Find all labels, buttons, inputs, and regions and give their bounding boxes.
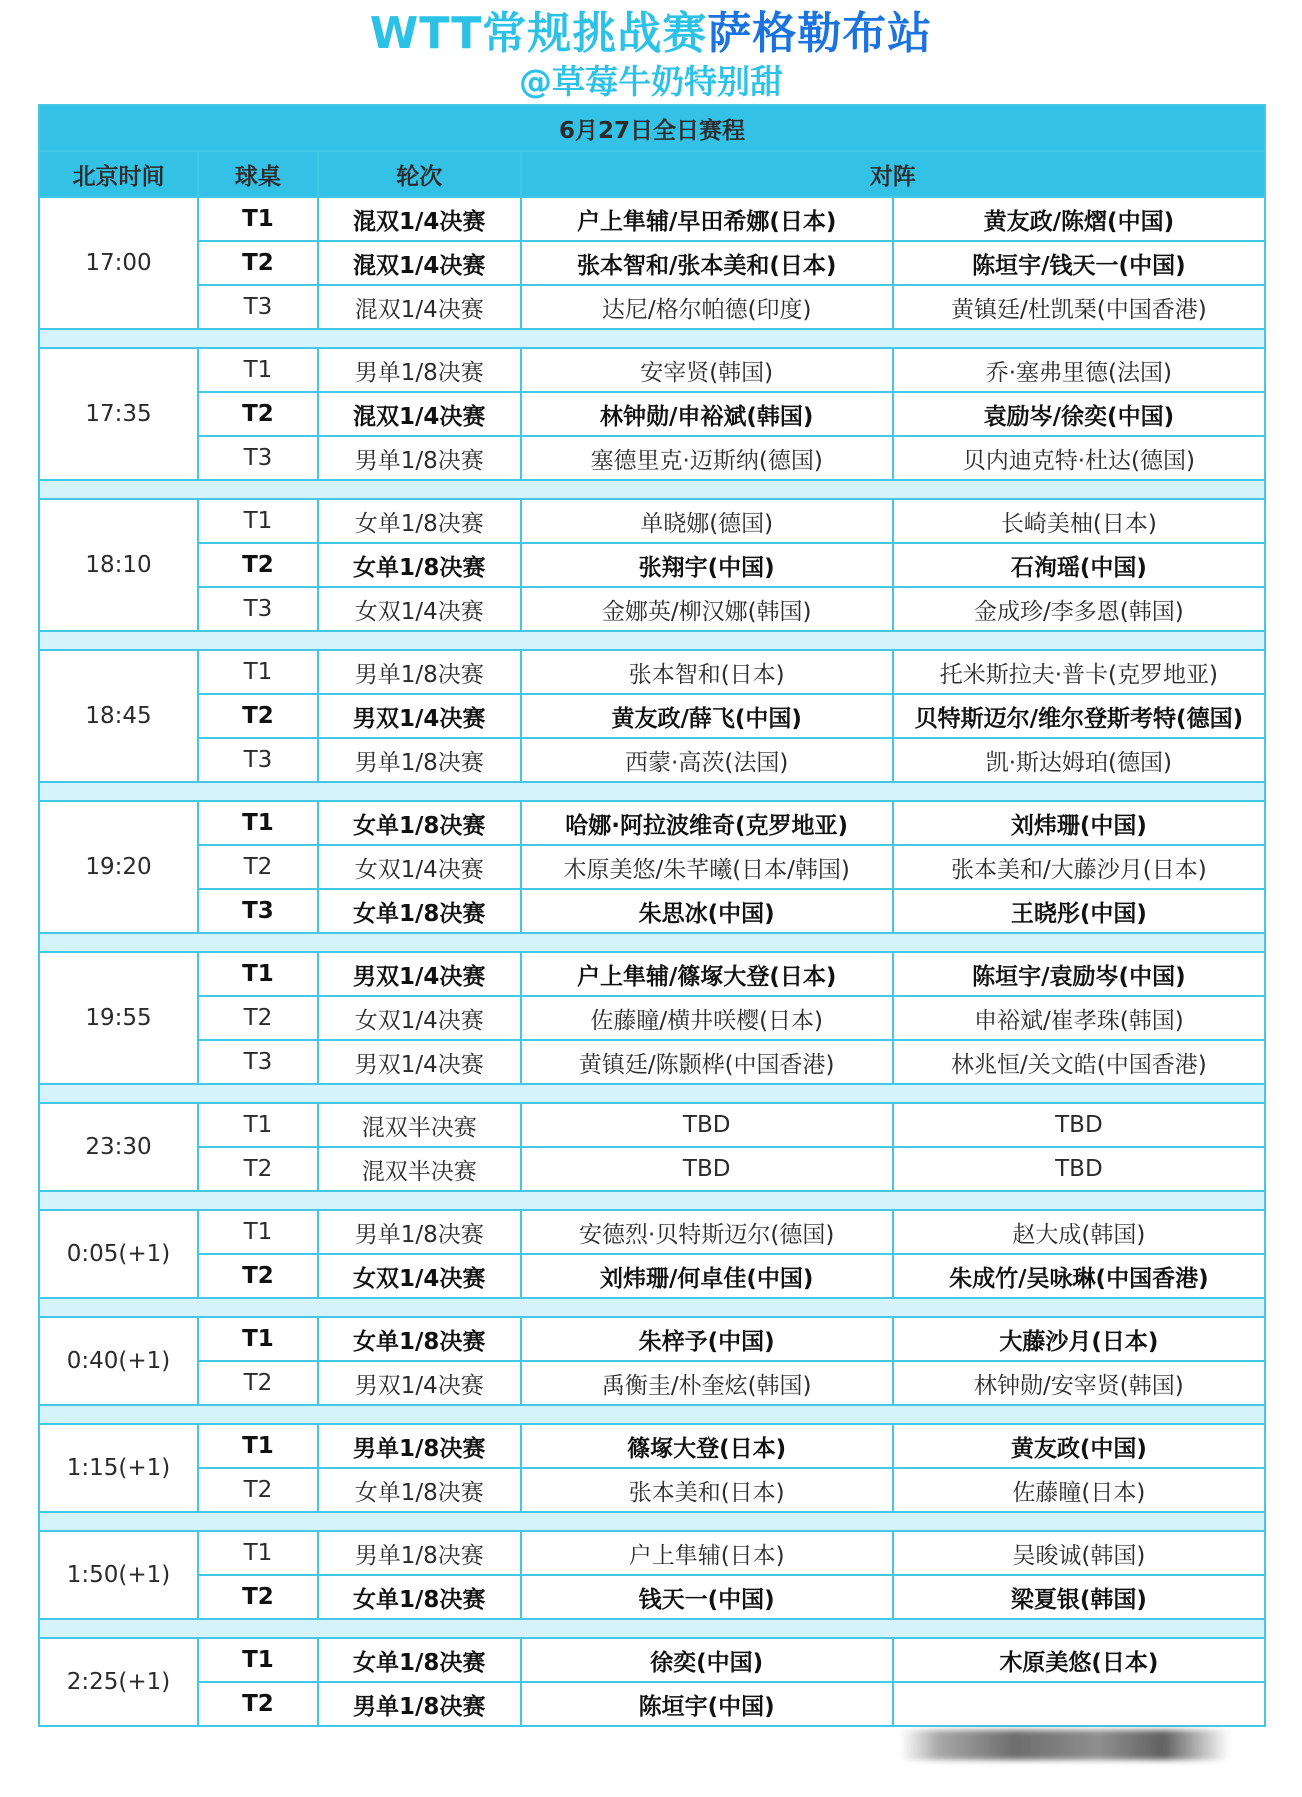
table-cell: T1 <box>198 650 318 694</box>
match-row <box>39 543 1265 587</box>
separator-cell <box>39 329 1265 348</box>
block-separator <box>39 329 1265 348</box>
player-right-cell: 王晓彤(中国) <box>893 889 1265 933</box>
table-cell: T2 <box>198 1682 318 1726</box>
schedule-table <box>38 104 1266 1727</box>
block-separator <box>39 1405 1265 1424</box>
round-cell: 女双1/4决赛 <box>318 587 521 631</box>
player-left-cell: 户上隼辅(日本) <box>521 1531 893 1575</box>
player-right-cell: 刘炜珊(中国) <box>893 801 1265 845</box>
table-cell: T2 <box>198 1361 318 1405</box>
block-separator <box>39 480 1265 499</box>
separator-cell <box>39 1298 1265 1317</box>
player-right-cell: 佐藤瞳(日本) <box>893 1468 1265 1512</box>
table-cell: T2 <box>198 1575 318 1619</box>
round-cell: 女双1/4决赛 <box>318 996 521 1040</box>
player-left-cell: 张本智和(日本) <box>521 650 893 694</box>
title-event: WTT常规挑战赛 <box>369 8 708 59</box>
round-cell: 男双1/4决赛 <box>318 952 521 996</box>
player-left-cell: 篠塚大登(日本) <box>521 1424 893 1468</box>
separator-cell <box>39 1405 1265 1424</box>
player-left-cell: 单晓娜(德国) <box>521 499 893 543</box>
round-cell: 女单1/8决赛 <box>318 1638 521 1682</box>
time-cell: 17:35 <box>39 348 198 480</box>
time-cell: 18:45 <box>39 650 198 782</box>
match-row <box>39 738 1265 782</box>
block-separator <box>39 631 1265 650</box>
schedule-date: 6月27日全日赛程 <box>39 105 1265 151</box>
time-cell: 23:30 <box>39 1103 198 1191</box>
player-left-cell: 佐藤瞳/横井咲樱(日本) <box>521 996 893 1040</box>
match-row <box>39 1638 1265 1682</box>
player-right-cell: 贝特斯迈尔/维尔登斯考特(德国) <box>893 694 1265 738</box>
round-cell: 混双1/4决赛 <box>318 241 521 285</box>
watermark-blur <box>900 1730 1230 1760</box>
player-left-cell: TBD <box>521 1147 893 1191</box>
player-right-cell: 梁夏银(韩国) <box>893 1575 1265 1619</box>
separator-cell <box>39 1512 1265 1531</box>
round-cell: 男单1/8决赛 <box>318 436 521 480</box>
round-cell: 混双1/4决赛 <box>318 197 521 241</box>
match-row <box>39 650 1265 694</box>
header-time: 北京时间 <box>39 151 198 197</box>
player-left-cell: 安德烈·贝特斯迈尔(德国) <box>521 1210 893 1254</box>
time-cell: 1:50(+1) <box>39 1531 198 1619</box>
match-row <box>39 499 1265 543</box>
schedule-body <box>39 197 1265 1726</box>
block-separator <box>39 782 1265 801</box>
player-right-cell: 朱成竹/吴咏琳(中国香港) <box>893 1254 1265 1298</box>
player-left-cell: 户上隼辅/篠塚大登(日本) <box>521 952 893 996</box>
round-cell: 女单1/8决赛 <box>318 1317 521 1361</box>
table-cell: T3 <box>198 436 318 480</box>
match-row <box>39 1424 1265 1468</box>
match-row <box>39 587 1265 631</box>
match-row <box>39 1254 1265 1298</box>
player-left-cell: 达尼/格尔帕德(印度) <box>521 285 893 329</box>
separator-cell <box>39 480 1265 499</box>
player-left-cell: 陈垣宇(中国) <box>521 1682 893 1726</box>
separator-cell <box>39 782 1265 801</box>
player-right-cell: 黄友政/陈熠(中国) <box>893 197 1265 241</box>
round-cell: 男双1/4决赛 <box>318 694 521 738</box>
table-cell: T3 <box>198 285 318 329</box>
match-row <box>39 1575 1265 1619</box>
time-cell: 19:55 <box>39 952 198 1084</box>
separator-cell <box>39 1619 1265 1638</box>
player-left-cell: 金娜英/柳汉娜(韩国) <box>521 587 893 631</box>
player-right-cell: 木原美悠(日本) <box>893 1638 1265 1682</box>
match-row <box>39 996 1265 1040</box>
round-cell: 女单1/8决赛 <box>318 1468 521 1512</box>
block-separator <box>39 933 1265 952</box>
table-cell: T2 <box>198 1147 318 1191</box>
table-cell: T3 <box>198 889 318 933</box>
player-right-cell: 金成珍/李多恩(韩国) <box>893 587 1265 631</box>
player-left-cell: 西蒙·高茨(法国) <box>521 738 893 782</box>
table-cell: T2 <box>198 392 318 436</box>
table-cell: T1 <box>198 197 318 241</box>
match-row <box>39 1682 1265 1726</box>
time-cell: 2:25(+1) <box>39 1638 198 1726</box>
table-cell: T1 <box>198 1424 318 1468</box>
player-left-cell: 禹衡圭/朴奎炫(韩国) <box>521 1361 893 1405</box>
match-row <box>39 348 1265 392</box>
match-row <box>39 1210 1265 1254</box>
player-left-cell: 哈娜·阿拉波维奇(克罗地亚) <box>521 801 893 845</box>
header-row <box>39 151 1265 197</box>
player-right-cell: 凯·斯达姆珀(德国) <box>893 738 1265 782</box>
match-row <box>39 1040 1265 1084</box>
player-left-cell: 塞德里克·迈斯纳(德国) <box>521 436 893 480</box>
match-row <box>39 889 1265 933</box>
table-cell: T2 <box>198 1468 318 1512</box>
player-left-cell: TBD <box>521 1103 893 1147</box>
match-row <box>39 241 1265 285</box>
player-left-cell: 徐奕(中国) <box>521 1638 893 1682</box>
author-handle: @草莓牛奶特别甜 <box>519 62 783 101</box>
table-cell: T2 <box>198 241 318 285</box>
table-cell: T2 <box>198 543 318 587</box>
round-cell: 男单1/8决赛 <box>318 650 521 694</box>
round-cell: 混双半决赛 <box>318 1147 521 1191</box>
player-right-cell: 申裕斌/崔孝珠(韩国) <box>893 996 1265 1040</box>
player-right-cell: 袁励岑/徐奕(中国) <box>893 392 1265 436</box>
player-left-cell: 黄镇廷/陈颢桦(中国香港) <box>521 1040 893 1084</box>
table-cell: T2 <box>198 996 318 1040</box>
match-row <box>39 436 1265 480</box>
time-cell: 18:10 <box>39 499 198 631</box>
round-cell: 男单1/8决赛 <box>318 1531 521 1575</box>
player-left-cell: 朱思冰(中国) <box>521 889 893 933</box>
table-cell: T1 <box>198 1103 318 1147</box>
table-cell: T1 <box>198 952 318 996</box>
round-cell: 女单1/8决赛 <box>318 889 521 933</box>
player-left-cell: 林钟勋/申裕斌(韩国) <box>521 392 893 436</box>
match-row <box>39 1361 1265 1405</box>
player-right-cell: 陈垣宇/钱天一(中国) <box>893 241 1265 285</box>
title-stop: 萨格勒布站 <box>707 8 933 59</box>
player-left-cell: 木原美悠/朱芊曦(日本/韩国) <box>521 845 893 889</box>
round-cell: 男单1/8决赛 <box>318 1210 521 1254</box>
match-row <box>39 801 1265 845</box>
round-cell: 男双1/4决赛 <box>318 1040 521 1084</box>
table-cell: T1 <box>198 1531 318 1575</box>
round-cell: 混双1/4决赛 <box>318 392 521 436</box>
block-separator <box>39 1619 1265 1638</box>
player-right-cell: 张本美和/大藤沙月(日本) <box>893 845 1265 889</box>
player-right-cell: 石洵瑶(中国) <box>893 543 1265 587</box>
time-cell: 0:05(+1) <box>39 1210 198 1298</box>
time-cell: 0:40(+1) <box>39 1317 198 1405</box>
round-cell: 男单1/8决赛 <box>318 738 521 782</box>
table-cell: T1 <box>198 801 318 845</box>
separator-cell <box>39 631 1265 650</box>
table-cell: T3 <box>198 738 318 782</box>
table-cell: T3 <box>198 1040 318 1084</box>
time-cell: 19:20 <box>39 801 198 933</box>
round-cell: 女双1/4决赛 <box>318 1254 521 1298</box>
player-right-cell: 陈垣宇/袁励岑(中国) <box>893 952 1265 996</box>
match-row <box>39 392 1265 436</box>
header-round: 轮次 <box>318 151 521 197</box>
match-row <box>39 285 1265 329</box>
player-right-cell: 赵大成(韩国) <box>893 1210 1265 1254</box>
player-left-cell: 黄友政/薛飞(中国) <box>521 694 893 738</box>
round-cell: 男双1/4决赛 <box>318 1361 521 1405</box>
match-row <box>39 197 1265 241</box>
round-cell: 男单1/8决赛 <box>318 1424 521 1468</box>
separator-cell <box>39 933 1265 952</box>
player-right-cell: 林兆恒/关文皓(中国香港) <box>893 1040 1265 1084</box>
round-cell: 混双半决赛 <box>318 1103 521 1147</box>
match-row <box>39 952 1265 996</box>
player-right-cell: 吴晙诚(韩国) <box>893 1531 1265 1575</box>
header-matchup: 对阵 <box>521 151 1265 197</box>
match-row <box>39 1468 1265 1512</box>
header-table: 球桌 <box>198 151 318 197</box>
player-right-cell: 黄镇廷/杜凯琹(中国香港) <box>893 285 1265 329</box>
block-separator <box>39 1191 1265 1210</box>
separator-cell <box>39 1084 1265 1103</box>
player-right-cell: 大藤沙月(日本) <box>893 1317 1265 1361</box>
schedule-date-banner <box>39 105 1265 151</box>
player-right-cell <box>893 1682 1265 1726</box>
separator-cell <box>39 1191 1265 1210</box>
round-cell: 混双1/4决赛 <box>318 285 521 329</box>
round-cell: 男单1/8决赛 <box>318 348 521 392</box>
player-right-cell: 贝内迪克特·杜达(德国) <box>893 436 1265 480</box>
time-cell: 1:15(+1) <box>39 1424 198 1512</box>
round-cell: 男单1/8决赛 <box>318 1682 521 1726</box>
block-separator <box>39 1084 1265 1103</box>
match-row <box>39 1147 1265 1191</box>
table-cell: T1 <box>198 348 318 392</box>
round-cell: 女单1/8决赛 <box>318 499 521 543</box>
player-right-cell: TBD <box>893 1147 1265 1191</box>
player-left-cell: 张本智和/张本美和(日本) <box>521 241 893 285</box>
block-separator <box>39 1298 1265 1317</box>
player-right-cell: 林钟勋/安宰贤(韩国) <box>893 1361 1265 1405</box>
player-right-cell: 黄友政(中国) <box>893 1424 1265 1468</box>
match-row <box>39 845 1265 889</box>
table-cell: T1 <box>198 499 318 543</box>
player-right-cell: 长崎美柚(日本) <box>893 499 1265 543</box>
match-row <box>39 1103 1265 1147</box>
table-cell: T2 <box>198 845 318 889</box>
table-cell: T3 <box>198 587 318 631</box>
time-cell: 17:00 <box>39 197 198 329</box>
table-cell: T2 <box>198 694 318 738</box>
round-cell: 女单1/8决赛 <box>318 543 521 587</box>
match-row <box>39 694 1265 738</box>
player-right-cell: 乔·塞弗里德(法国) <box>893 348 1265 392</box>
player-left-cell: 安宰贤(韩国) <box>521 348 893 392</box>
match-row <box>39 1317 1265 1361</box>
player-left-cell: 张翔宇(中国) <box>521 543 893 587</box>
page-title <box>0 4 1302 64</box>
player-right-cell: 托米斯拉夫·普卡(克罗地亚) <box>893 650 1265 694</box>
table-cell: T1 <box>198 1317 318 1361</box>
block-separator <box>39 1512 1265 1531</box>
player-left-cell: 刘炜珊/何卓佳(中国) <box>521 1254 893 1298</box>
player-left-cell: 户上隼辅/早田希娜(日本) <box>521 197 893 241</box>
round-cell: 女单1/8决赛 <box>318 801 521 845</box>
match-row <box>39 1531 1265 1575</box>
table-cell: T2 <box>198 1254 318 1298</box>
table-cell: T1 <box>198 1210 318 1254</box>
round-cell: 女单1/8决赛 <box>318 1575 521 1619</box>
player-right-cell: TBD <box>893 1103 1265 1147</box>
player-left-cell: 张本美和(日本) <box>521 1468 893 1512</box>
round-cell: 女双1/4决赛 <box>318 845 521 889</box>
player-left-cell: 朱梓予(中国) <box>521 1317 893 1361</box>
player-left-cell: 钱天一(中国) <box>521 1575 893 1619</box>
table-cell: T1 <box>198 1638 318 1682</box>
